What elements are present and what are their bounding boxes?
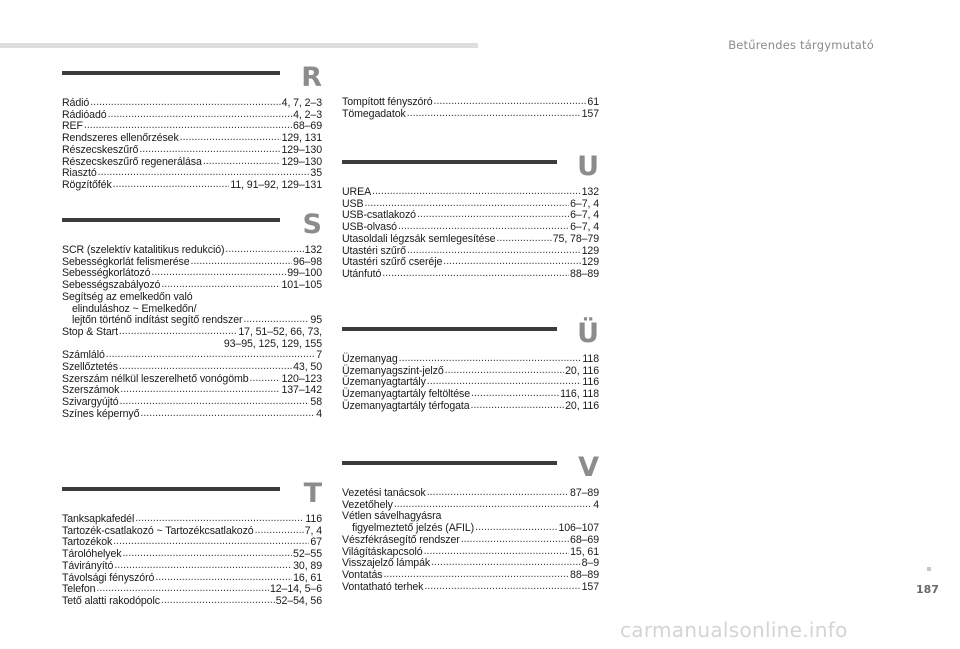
dot-leader [161,279,280,291]
dot-leader [250,373,281,385]
section-header [342,151,599,187]
entry-pages: 157 [581,580,599,593]
entry-term: REF [62,120,83,133]
section-u [342,151,599,281]
dot-leader [434,96,587,108]
dot-leader [84,120,292,132]
dot-leader [443,256,580,268]
entry-pages: 132 [581,186,599,198]
index-entry [342,582,599,594]
section-letter: S [302,209,322,240]
index-entry [62,145,322,157]
entry-term: Szerszám nélkül leszerelhető vonógömb [62,372,249,385]
index-list [62,350,322,420]
entry-pages: 129 [581,244,599,257]
dot-leader [108,109,293,121]
entry-term: Számláló [62,349,105,362]
section-rule [62,71,280,75]
index-list [342,488,599,511]
entry-pages: 129, 131 [281,132,322,145]
dot-leader [191,256,293,268]
section-t-continued [342,97,599,120]
entry-pages: 52–55 [293,548,322,561]
dot-leader [119,326,237,338]
entry-pages: 4 [593,498,599,511]
dot-leader [243,314,309,326]
dot-leader [417,209,569,221]
entry-pages: 43, 50 [293,361,322,374]
dot-leader [398,221,569,233]
index-entry [342,269,599,281]
entry-pages: 17, 51–52, 66, 73, [238,325,322,338]
entry-pages: 116 [582,376,599,389]
entry-term: USB-csatlakozó [342,209,416,222]
entry-pages: 129–130 [281,143,322,156]
entry-term: figyelmeztető jelzés (AFIL) [352,522,475,535]
entry-pages: 67 [310,536,322,549]
entry-pages: 68–69 [293,120,322,133]
index-entry-line: elinduláshoz ~ Emelkedőn/ [72,302,197,315]
entry-term: Vontatható terhek [342,580,424,593]
entry-term: Riasztó [62,167,97,180]
section-rule [62,487,280,491]
entry-term: Színes képernyő [62,407,140,420]
dot-leader [120,396,310,408]
entry-pages: 137–142 [281,384,322,397]
section-t [62,478,322,608]
entry-pages: 116 [305,513,322,525]
entry-term: Üzemanyagtartály feltöltése [342,388,471,401]
entry-term: Szellőztetés [62,361,118,374]
entry-pages: 30, 89 [293,559,322,572]
dot-leader [471,388,559,400]
section-rule [342,327,557,331]
entry-pages: 99–100 [287,267,322,280]
entry-pages: 132 [304,244,322,256]
entry-term: Sebességkorlát felismerése [62,255,190,268]
entry-pages: 116, 118 [560,388,599,401]
entry-term: UREA [342,186,372,198]
entry-term: Rádióadó [62,108,107,121]
index-list [62,514,322,608]
entry-term: Világításkapcsoló [342,545,423,558]
entry-pages: 8–9 [581,557,599,570]
dot-leader [407,245,581,257]
section-rule [342,461,557,465]
dot-leader [255,525,304,537]
dot-leader [122,548,292,560]
section-header [342,452,599,488]
dot-leader [394,499,592,511]
entry-term: Tartozékok [62,536,113,549]
index-entry [62,596,322,608]
entry-pages: 118 [582,353,599,365]
entry-term: Tanksapkafedél [62,513,135,525]
dot-leader [180,132,281,144]
entry-term: Rendszeres ellenőrzések [62,132,179,145]
section-s [62,209,322,421]
section-letter: R [301,62,322,93]
entry-pages: 20, 116 [565,399,599,412]
index-entry [62,362,322,374]
page-header-title: Betűrendes tárgymutató [728,38,874,52]
section-header [62,478,322,514]
index-entry [62,180,322,192]
section-header [342,318,599,354]
entry-term: Üzemanyagszint-jelző [342,364,444,377]
index-entry [62,327,322,339]
dot-leader [475,522,557,534]
entry-term: Szerszámok [62,384,120,397]
entry-pages: 95 [310,314,322,327]
entry-pages: 7 [316,349,322,362]
dot-leader [364,198,569,210]
dot-leader [427,376,582,388]
section-letter: U [577,151,599,182]
dot-leader [135,513,304,525]
entry-pages: 12–14, 5–6 [269,583,322,596]
entry-term: Tömegadatok [342,107,406,120]
index-list [342,187,599,281]
section-r [62,62,322,192]
entry-term: Szivargyújtó [62,396,119,409]
entry-term: Tartozék-csatlakozó ~ Tartozékcsatlakozó [62,524,254,537]
dot-leader [424,546,570,558]
entry-pages: 4 [316,407,322,420]
index-entry-wrap [62,327,322,339]
entry-pages: 4, 2–3 [293,108,322,121]
entry-pages: 96–98 [293,255,322,268]
dot-leader [151,267,286,279]
entry-term: Utastéri szűrő [342,244,406,257]
dot-leader [382,268,569,280]
entry-pages: 88–89 [570,568,599,581]
watermark: carmanualsonline.info [620,618,848,642]
entry-pages: 58 [310,396,322,409]
entry-pages: 7, 4 [304,524,322,537]
entry-term: USB-olvasó [342,221,397,234]
index-entry [342,401,599,413]
entry-pages: 6–7, 4 [570,209,599,222]
entry-term: Üzemanyag [342,353,398,365]
entry-pages: 35 [310,167,322,180]
dot-leader [372,186,581,198]
entry-term: Vezetőhely [342,498,393,511]
entry-term: Távirányító [62,559,114,572]
entry-term: Telefon [62,583,96,596]
entry-term: Sebességkorlátozó [62,267,151,280]
entry-pages: 87–89 [570,487,599,499]
entry-pages: 11, 91–92, 129–131 [230,178,322,191]
entry-pages: 88–89 [570,267,599,280]
page-number: 187 [916,583,939,596]
index-list [342,354,599,413]
dot-leader [407,108,581,120]
entry-term: Távolsági fényszóró [62,571,155,584]
dot-leader [106,349,315,361]
entry-term: Üzemanyagtartály térfogata [342,399,470,412]
index-entry-line: 93–95, 125, 129, 155 [223,337,322,350]
entry-term: Részecskeszűrő [62,143,139,156]
dot-leader [161,595,275,607]
index-list [342,97,599,120]
index-list [62,245,322,292]
dot-leader [225,244,303,256]
dot-leader [424,581,580,593]
dot-leader [383,569,569,581]
entry-pages: 52–54, 56 [275,594,322,607]
dot-leader [431,557,581,569]
section-letter: V [578,452,599,483]
entry-pages: 75, 78–79 [552,232,599,245]
dot-leader [119,361,292,373]
entry-term: Visszajelző lámpák [342,557,431,570]
entry-pages: 129 [581,256,599,269]
index-list [342,535,599,594]
dot-leader [399,353,582,365]
section-v [342,452,599,593]
entry-pages: 101–105 [281,279,322,292]
entry-pages: 106–107 [558,522,599,535]
entry-term: Vészfékrásegítő rendszer [342,533,460,546]
entry-pages: 15, 61 [570,545,599,558]
section-rule [62,218,280,222]
entry-term: Üzemanyagtartály [342,376,426,389]
entry-term: Utasoldali légzsák semlegesítése [342,232,496,245]
dot-leader [114,560,292,572]
section-header [62,209,322,245]
dot-leader [120,384,280,396]
entry-pages: 129–130 [281,155,322,168]
header-bar [0,43,478,48]
entry-pages: 68–69 [570,533,599,546]
dot-leader [496,233,551,245]
entry-term: Rádió [62,97,90,109]
entry-term: Utánfutó [342,267,382,280]
section-u-umlaut [342,318,599,413]
index-list [62,98,322,192]
entry-pages: 6–7, 4 [570,197,599,210]
dot-leader [98,167,310,179]
dot-leader [113,536,309,548]
dot-leader [471,400,565,412]
index-entry-line: Vétlen sávelhagyásra [342,510,442,523]
dot-leader [203,156,281,168]
index-entry [342,109,599,121]
entry-pages: 16, 61 [293,571,322,584]
section-rule [342,160,557,164]
dot-leader [90,97,280,109]
dot-leader [140,408,315,420]
entry-term: Tompított fényszóró [342,96,433,108]
entry-term: Stop & Start [62,325,118,338]
dot-leader [461,534,569,546]
section-letter: Ü [577,318,599,349]
entry-term: Tárolóhelyek [62,548,122,561]
dot-leader [445,365,565,377]
dot-leader [113,179,230,191]
entry-term: Sebességszabályozó [62,279,161,292]
dot-leader [139,144,280,156]
entry-pages: 20, 116 [565,364,599,377]
section-letter: T [303,478,322,509]
entry-pages: 157 [581,107,599,120]
entry-pages: 6–7, 4 [570,221,599,234]
entry-term: SCR (szelektív katalitikus redukció) [62,244,225,256]
entry-term: Rögzítőfék [62,178,112,191]
index-entry [62,409,322,421]
dot-leader [155,572,292,584]
entry-term: Vezetési tanácsok [342,487,426,499]
dot-leader [427,487,569,499]
entry-term: Vontatás [342,568,383,581]
entry-term: Részecskeszűrő regenerálása [62,155,202,168]
dot-leader [96,583,269,595]
entry-pages: 61 [587,96,599,108]
entry-pages: 120–123 [281,372,322,385]
entry-term: Utastéri szűrő cseréje [342,256,443,269]
page-marker [927,567,931,571]
entry-pages: 4, 7, 2–3 [281,97,322,109]
entry-term: lejtőn történő indítást segítő rendszer [72,314,243,327]
index-entry-line: Segítség az emelkedőn való [62,290,193,303]
entry-term: Tető alatti rakodópolc [62,594,160,607]
section-header [62,62,322,98]
entry-term: USB [342,197,364,210]
